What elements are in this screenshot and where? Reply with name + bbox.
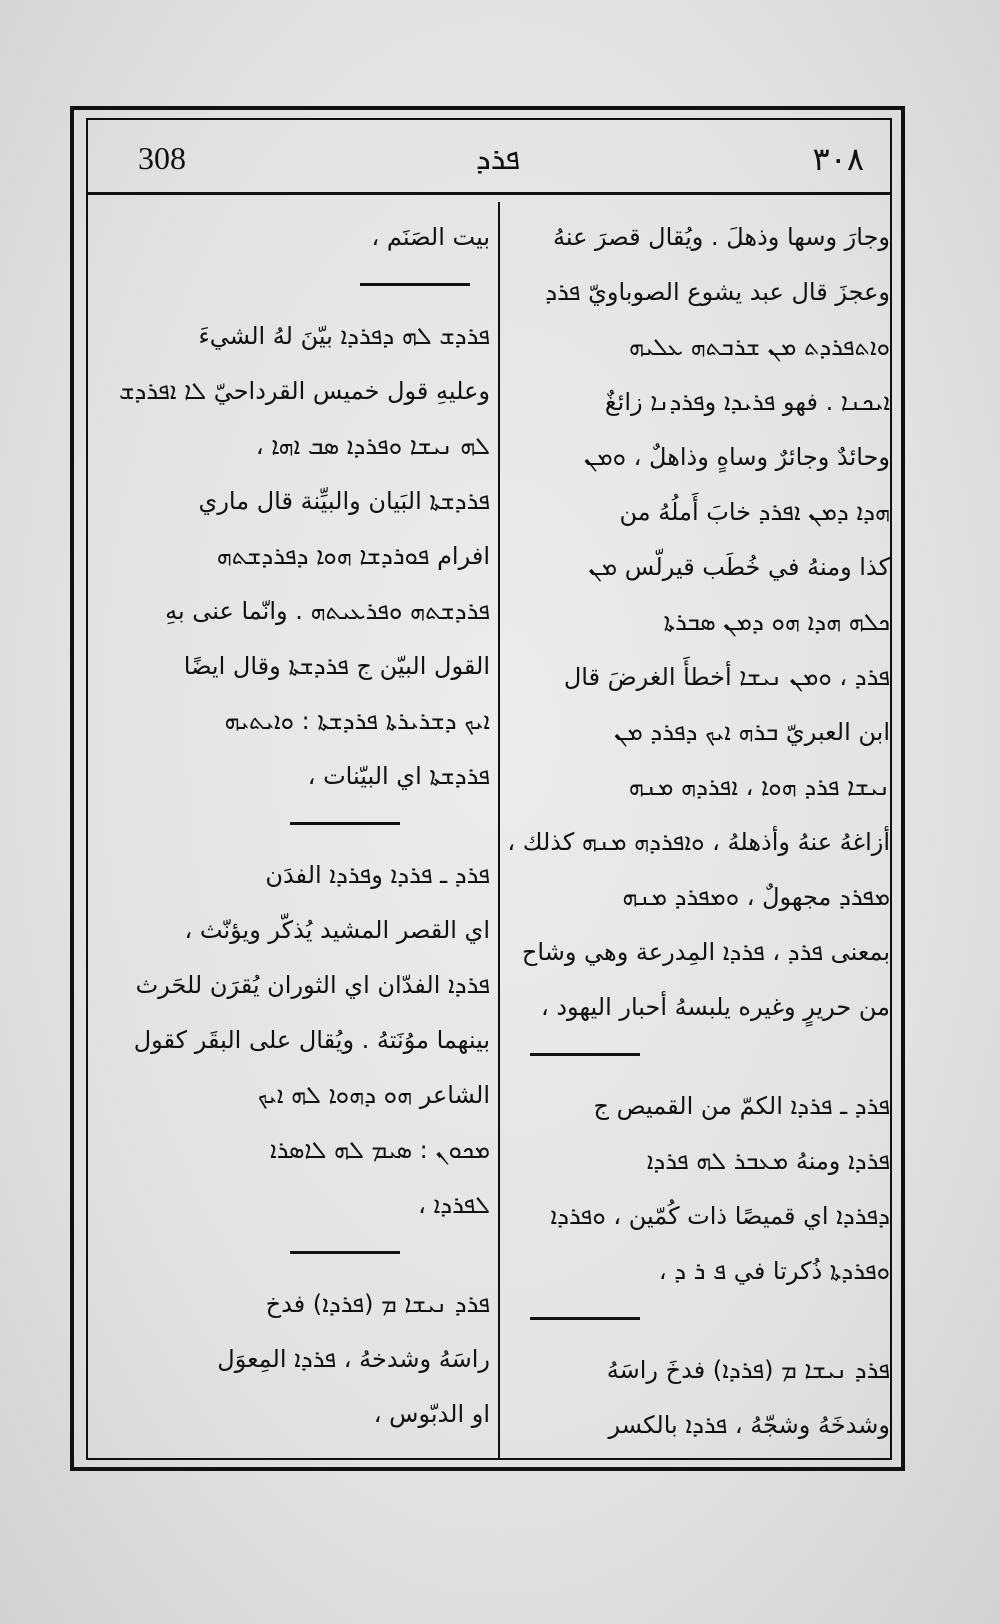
header-rule [88, 192, 890, 195]
text-line: ابن العبريّ ܒܪܗ ܐܝܟ ܕܦܪܕ ܡܢ [614, 718, 890, 746]
text-line: بمعنى ܦܪܕ ، ܦܪܕܐ المِدرعة وهي وشاح [521, 938, 890, 966]
text-line: ܦܪܕܫ ܠܗ ܕܦܪܕܐ بيّنَ لهُ الشيءَ [198, 322, 490, 350]
right-column [505, 210, 890, 1453]
text-line: ܦܪܕ ـ ܦܪܕܐ وܦܪܕܐ الفدَن [265, 861, 490, 889]
text-line: من حريرٍ وغيره يلبسهُ أحبار اليهود ، [540, 993, 890, 1021]
entry-separator [96, 1241, 490, 1263]
text-line: افرام ܦܘܪܕܫܐ ܗܘܐ ܕܦܪܕܫܬܗ [216, 542, 490, 570]
text-line: ܡܦܪܕ مجهولٌ ، ܘܡܦܪܕ ܡܢܗ [622, 883, 890, 911]
text-line: اي القصر المشيد يُذكّر ويؤنّث ، [184, 916, 490, 944]
text-line: أزاغهُ عنهُ وأذهلهُ ، ܘܐܦܪܕܗ ܡܢܗ كذلك ، [507, 828, 890, 856]
text-line: ܦܪܕ ، ܘܡܢ ܢܝܫܐ أخطأَ الغرضَ قال [563, 663, 890, 691]
text-line: وعليهِ قول خميس القرداحيّ ܠܐ ܐܦܪܕܫ [119, 377, 490, 405]
text-line: وعجزَ قال عبد يشوع الصوباويّ ܦܪܕ [545, 278, 890, 306]
text-line: او الدبّوس ، [373, 1400, 490, 1428]
text-line: ܦܪܕܐ ومنهُ ܡܥܒܪ ܠܗ ܦܪܕܐ [646, 1147, 890, 1175]
text-line: ܦܪܕܫܬܐ اي البيّنات ، [307, 762, 490, 790]
text-line: ܟܠܗ ܗܕܐ ܗܘ ܕܡܢ ܣܒܪܬܐ [663, 608, 890, 636]
text-line: ܠܦܪܕܐ ، [418, 1191, 490, 1219]
text-line: ܦܪܕܫܬܐ البَيان والبيِّنة قال ماري [198, 487, 490, 515]
text-line: ܕܦܪܕܐ اي قميصًا ذات كُمّين ، ܘܦܪܕܐ [550, 1202, 890, 1230]
text-line: ܢܝܫܐ ܦܪܕ ܗܘܐ ، ܐܦܪܕܗ ܡܢܗ [628, 773, 890, 801]
text-line: راسَهُ وشدخهُ ، ܦܪܕܐ المِعوَل [217, 1345, 490, 1373]
text-line: بيت الصَنَم ، [371, 223, 490, 251]
text-line: ܠܗ ܢܝܫܐ ܘܦܪܕܐ ܣܒ ܐܗܐ ، [255, 432, 490, 460]
text-line: ܦܪܕ ـ ܦܪܕܐ الكمّ من القميص ج [593, 1092, 890, 1120]
text-line: ܘܦܪܕܬܐ ذُكرتا في ܦ ܪ ܕ ، [658, 1257, 890, 1285]
text-line: الشاعر ܗܘ ܕܗܘܐ ܠܗ ܐܝܟ [257, 1081, 490, 1109]
page-number-latin: 308 [138, 140, 186, 176]
text-line: ܐܝܟ ܕܫܪܝܪܬܐ ܦܪܕܫܬܐ : ܘܐܝܬܝܗ [224, 707, 490, 735]
text-line: ܦܪܕܫܬܗ ܘܦܪܥܝܬܗ . وانّما عنى بهِ [165, 597, 490, 625]
entry-separator [505, 1043, 890, 1065]
text-line: وحائدٌ وجائرٌ وساهٍ وذاهلٌ ، ܘܡܢ [583, 443, 890, 471]
text-line: كذا ومنهُ في خُطَب قيرلّس ܡܢ [588, 553, 890, 581]
page-header [90, 140, 890, 190]
entry-separator [96, 273, 490, 295]
text-line: ܐܝܟܢܐ . فهو ܦܪܝܕܐ وܦܪܕܢܐ زائغٌ [604, 388, 890, 416]
text-line: القول البيّن ج ܦܪܕܫܬܐ وقال ايضًا [183, 652, 490, 680]
text-line: ܦܪܕ ܢܝܫܐ ܡ (ܦܪܕܐ) فدخَ راسَهُ [606, 1356, 890, 1384]
entry-separator [96, 812, 490, 834]
text-line: وجارَ وسها وذهلَ . ويُقال قصرَ عنهُ [552, 223, 890, 251]
text-line: ܡܟܘܢ : ܣܝܡ ܠܗ ܠܐܣܪܐ [270, 1136, 490, 1164]
text-line: ܗܕܐ ܕܡܢ ܐܦܪܕ خابَ أَملُهُ من [619, 498, 890, 526]
text-line: ܘܐܬܦܪܕܬ ܡܢ ܫܪܒܬܗ ܥܠܝܗ [628, 333, 890, 361]
text-line: ܦܪܕܐ الفدّان اي الثوران يُقرَن للحَرث [135, 971, 490, 999]
left-column [96, 210, 490, 1442]
page-number-arabic: ٣٠٨ [812, 140, 864, 178]
entry-separator [505, 1307, 890, 1329]
text-line: ܦܪܕ ܢܝܫܐ ܡ (ܦܪܕܐ) فدخ [265, 1290, 490, 1318]
text-line: بينهما موُنَتهُ . ويُقال على البقَر كقول [133, 1026, 490, 1054]
text-line: وشدخَهُ وشجّهُ ، ܦܪܕܐ بالكسر [608, 1411, 890, 1439]
column-divider [498, 202, 500, 1460]
running-head: ܦܪܕ [475, 142, 521, 177]
